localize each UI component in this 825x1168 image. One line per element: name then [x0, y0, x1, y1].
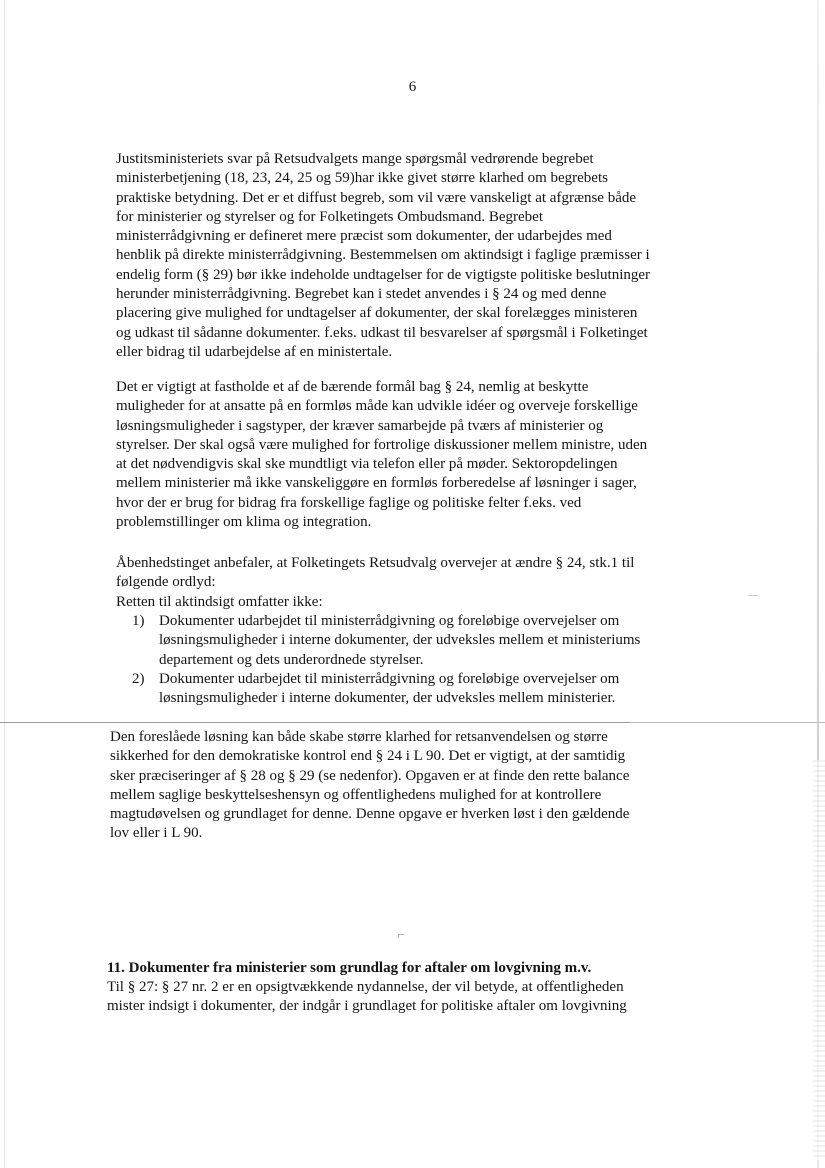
text-line: muligheder for at ansatte på en formløs måde kan udvikle idéer og overveje forskellige	[116, 398, 638, 415]
scan-dash	[748, 595, 758, 596]
text-line: herunder ministerrådgivning. Begrebet kan i stedet anvendes i § 24 og med denne	[116, 286, 607, 303]
text-line: følgende ordlyd:	[116, 574, 216, 591]
text-line: eller bidrag til udarbejdelse af en ministertale.	[116, 343, 393, 360]
scan-mark	[398, 934, 404, 938]
scan-edge-left	[4, 0, 5, 1168]
text-line: henblik på direkte ministerrådgivning. Bestemmelsen om aktindsigt i faglige præmisser i	[116, 247, 650, 264]
text-line: mister indsigt i dokumenter, der indgår i grundlaget for politiske aftaler om lovgivning	[107, 998, 627, 1015]
paragraph-foreslaaede-loesning	[110, 728, 629, 844]
scan-speckle	[813, 760, 825, 1160]
page-number: 6	[408, 79, 417, 95]
text-line: Dokumenter udarbejdet til ministerrådgivning og foreløbige overvejelser om	[159, 670, 620, 687]
text-line: Den foreslåede løsning kan både skabe større klarhed for retsanvendelsen og større	[110, 729, 608, 745]
text-line: Til § 27: § 27 nr. 2 er en opsigtvækkende nydannelse, der vil betyde, at offentligheden	[107, 979, 624, 995]
text-line: for ministerier og styrelser og for Folketingets Ombudsmand. Begrebet	[116, 208, 543, 225]
text-line: at det nødvendigvis skal ske mundtligt via telefon eller på møder. Sektoropdelingen	[116, 456, 618, 473]
text-line: praktiske betydning. Det er et diffust begreb, som vil være vanskeligt at afgrænse både	[116, 189, 637, 206]
text-line: og udkast til sådanne dokumenter. f.eks. udkast til besvarelser af spørgsmål i Folketinget	[116, 324, 648, 341]
text-line: magtudøvelsen og grundlaget for denne. Denne opgave er hverken løst i den gældende	[110, 806, 630, 823]
scan-fold-line-right	[630, 722, 825, 723]
text-line: ministerbetjening (18, 23, 24, 25 og 59)har ikke givet større klarhed om begrebets	[116, 170, 608, 187]
text-line: Det er vigtigt at fastholde et af de bærende formål bag § 24, nemlig at beskytte	[116, 379, 589, 395]
text-line: endelig form (§ 29) bør ikke indeholde undtagelser for de vigtigste politiske beslutninger	[116, 266, 651, 283]
text-line: løsningsmuligheder i interne dokumenter, der udveksles mellem et ministeriums	[159, 632, 641, 649]
text-line: Retten til aktindsigt omfatter ikke:	[116, 593, 323, 610]
text-line: mellem saglige beskyttelseshensyn og offentlighedens mulighed for at kontrollere	[110, 786, 602, 803]
text-line: problemstillinger om klima og integration.	[116, 514, 372, 531]
paragraph-anbefaling	[116, 554, 634, 612]
text-line: Dokumenter udarbejdet til ministerrådgivning og foreløbige overvejelser om	[159, 613, 620, 629]
text-line: lov eller i L 90.	[110, 825, 203, 842]
text-line: sikkerhed for den demokratiske kontrol end § 24 i L 90. Det er vigtigt, at der samtidig	[110, 748, 626, 765]
text-line: Åbenhedstinget anbefaler, at Folketingets Retsudvalg overvejer at ændre § 24, stk.1 til	[116, 555, 635, 571]
list-item	[132, 670, 640, 709]
proposal-list	[132, 612, 640, 708]
list-number: 1)	[132, 613, 145, 629]
text-line: ministerrådgivning er defineret mere præcist som dokumenter, der udarbejdes med	[116, 228, 612, 245]
paragraph-ministerbetjening	[116, 150, 650, 362]
text-line: mellem ministerier må ikke vanskeliggøre en formløs forberedelse af løsninger i sager,	[116, 475, 637, 492]
text-line: løsningsmuligheder i interne dokumenter, der udveksles mellem ministerier.	[159, 690, 616, 707]
list-item	[132, 612, 640, 670]
text-line: hvor der er brug for bidrag fra forskellige faglige og politiske felter f.eks. ved	[116, 494, 582, 511]
paragraph-til-27	[107, 978, 627, 1017]
paragraph-formaal-24	[116, 378, 647, 532]
list-number: 2)	[132, 670, 145, 687]
text-line: sker præciseringer af § 28 og § 29 (se nedenfor). Opgaven er at finde den rette balance	[110, 767, 630, 784]
text-line: styrelser. Der skal også være mulighed for fortrolige diskussioner mellem ministre, uden	[116, 436, 648, 453]
text-line: departement og dets underordnede styrelser.	[159, 651, 424, 668]
section-heading: 11. Dokumenter fra ministerier som grundlag for aftaler om lovgivning m.v.	[107, 960, 592, 976]
text-line: placering give mulighed for undtagelser af dokumenter, der skal forelægges ministeren	[116, 305, 638, 322]
text-line: Justitsministeriets svar på Retsudvalgets mange spørgsmål vedrørende begrebet	[116, 151, 594, 167]
text-line: løsningsmuligheder i sagstyper, der kræver samarbejde på tværs af ministerier og	[116, 417, 604, 434]
